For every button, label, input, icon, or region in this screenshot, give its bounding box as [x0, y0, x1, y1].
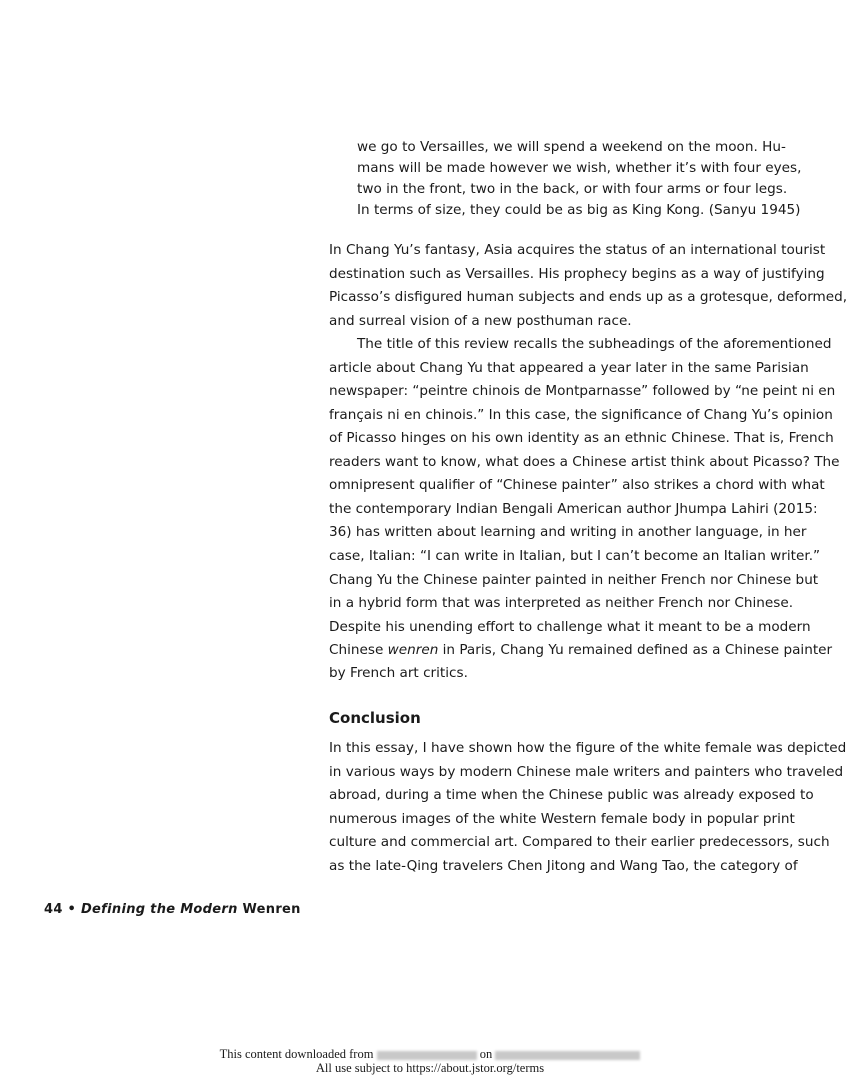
italic-term: wenren [387, 642, 439, 658]
book-title: Wenren [242, 902, 301, 917]
text: Chinese [329, 642, 388, 658]
paragraph-line: In this essay, I have shown how the figure of the white female was depicted [329, 740, 847, 756]
paragraph-line: the contemporary Indian Bengali American author Jhumpa Lahiri (2015: [329, 500, 818, 517]
paragraph-line: 36) has written about learning and writing in another language, in her [329, 524, 807, 541]
paragraph-line: as the late-Qing travelers Chen Jitong and Wang Tao, the category of [329, 857, 798, 874]
paragraph-line: Picasso’s disfigured human subjects and ends up as a grotesque, deformed, [329, 289, 848, 306]
section-heading: Conclusion [329, 709, 421, 727]
paragraph-line: readers want to know, what does a Chinese artist think about Picasso? The [329, 453, 840, 470]
paragraph-line: Chang Yu the Chinese painter painted in neither French nor Chinese but [329, 571, 819, 588]
notice-text: on [479, 1047, 493, 1061]
book-title-italic: Defining the Modern [80, 902, 238, 917]
paragraph-line: culture and commercial art. Compared to their earlier predecessors, such [329, 834, 830, 851]
paragraph-line: The title of this review recalls the subheadings of the aforementioned [357, 336, 832, 352]
jstor-download-notice [0, 1048, 860, 1061]
paragraph-line: omnipresent qualifier of “Chinese painter” also strikes a chord with what [329, 477, 825, 494]
paragraph-line: in a hybrid form that was interpreted as neither French nor Chinese. [329, 595, 794, 612]
paragraph-line [329, 640, 833, 660]
notice-text: This content downloaded from [219, 1047, 374, 1061]
paragraph-line: newspaper: “peintre chinois de Montparnasse” followed by “ne peint ni en [329, 383, 836, 400]
paragraph-line: by French art critics. [329, 665, 468, 681]
redacted-ip [377, 1051, 477, 1060]
paragraph-line: in various ways by modern Chinese male writers and painters who traveled [329, 763, 844, 780]
paragraph-line: two in the front, two in the back, or with four arms or four legs. [357, 181, 788, 197]
paragraph-line: case, Italian: “I can write in Italian, but I can’t become an Italian writer.” [329, 547, 821, 564]
paragraph-line: mans will be made however we wish, whether it’s with four eyes, [357, 160, 802, 176]
paragraph-line: In Chang Yu’s fantasy, Asia acquires the status of an international tourist [329, 242, 826, 258]
paragraph-line: abroad, during a time when the Chinese public was already exposed to [329, 787, 814, 804]
paragraph-line: of Picasso hinges on his own identity as an ethnic Chinese. That is, French [329, 430, 834, 447]
page-number: 44 [44, 902, 63, 917]
paragraph-line: français ni en chinois.” In this case, the significance of Chang Yu’s opinion [329, 406, 833, 423]
text: in Paris, Chang Yu remained defined as a Chinese painter [438, 642, 833, 658]
paragraph-line: article about Chang Yu that appeared a year later in the same Parisian [329, 359, 809, 376]
paragraph-line: we go to Versailles, we will spend a weekend on the moon. Hu- [357, 139, 786, 155]
paragraph-line: numerous images of the white Western female body in popular print [329, 810, 795, 827]
paragraph-line: and surreal vision of a new posthuman race. [329, 312, 632, 329]
jstor-terms-notice: All use subject to https://about.jstor.org/terms [315, 1061, 545, 1075]
running-footer [44, 902, 301, 917]
paragraph-line: In terms of size, they could be as big as King Kong. (Sanyu 1945) [357, 202, 801, 218]
bullet: • [67, 902, 77, 917]
paragraph-line: Despite his unending effort to challenge what it meant to be a modern [329, 618, 811, 635]
paragraph-line: destination such as Versailles. His prophecy begins as a way of justifying [329, 265, 825, 282]
redacted-date [495, 1051, 640, 1060]
